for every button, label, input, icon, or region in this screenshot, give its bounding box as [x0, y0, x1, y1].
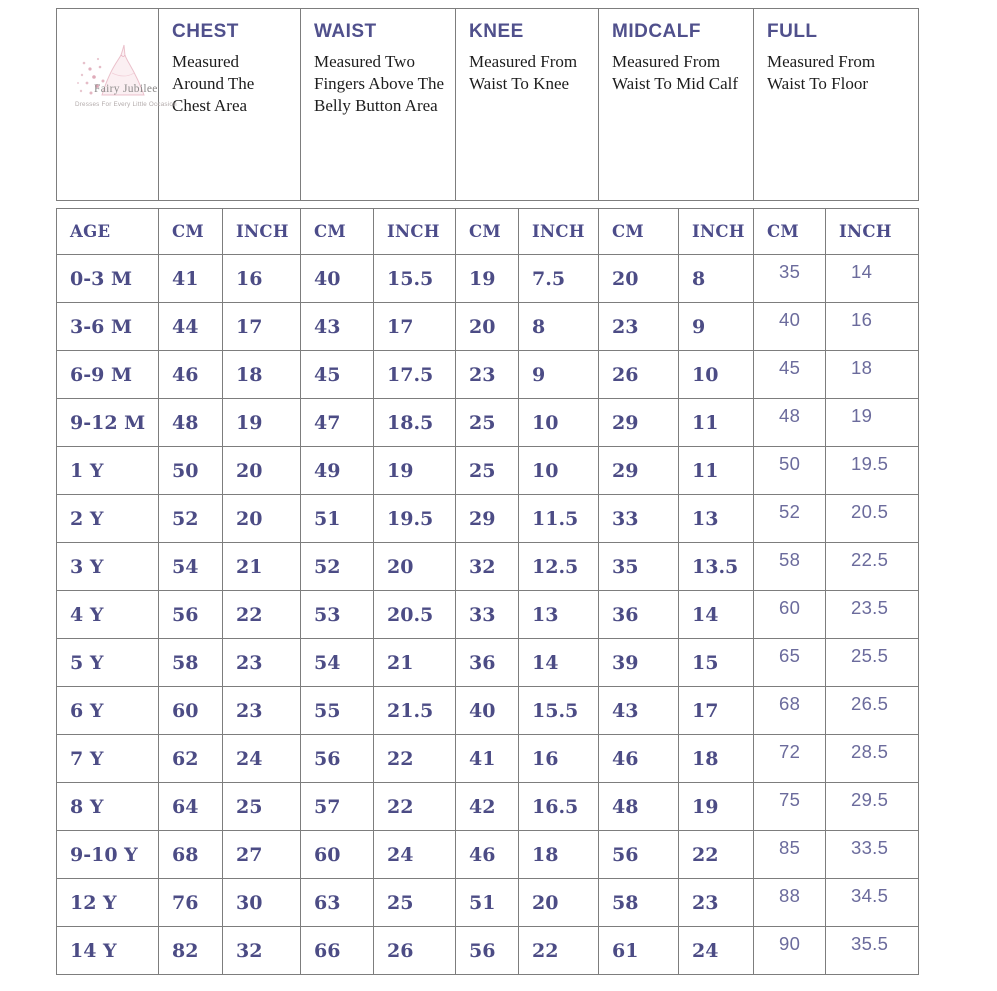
value-cell: 40	[456, 687, 519, 735]
value-cell: 90	[754, 927, 826, 975]
table-row	[57, 927, 919, 975]
value-cell: 64	[159, 783, 223, 831]
value-cell: 43	[301, 303, 374, 351]
value-cell: 20	[599, 255, 679, 303]
value-cell: 19	[223, 399, 301, 447]
table-row	[57, 351, 919, 399]
value-cell: 17.5	[374, 351, 456, 399]
measurement-description: Measured Around The Chest Area	[172, 52, 255, 115]
value-cell: 60	[301, 831, 374, 879]
value-cell: 23	[679, 879, 754, 927]
value-cell: 45	[301, 351, 374, 399]
value-cell: 8	[679, 255, 754, 303]
value-cell: 44	[159, 303, 223, 351]
value-cell: 32	[456, 543, 519, 591]
age-cell: 1 Y	[57, 447, 159, 495]
value-cell: 48	[159, 399, 223, 447]
value-cell: 24	[374, 831, 456, 879]
table-row	[57, 399, 919, 447]
age-cell: 2 Y	[57, 495, 159, 543]
value-cell: 56	[456, 927, 519, 975]
value-cell: 22	[519, 927, 599, 975]
value-cell: 24	[223, 735, 301, 783]
value-cell: 23	[456, 351, 519, 399]
header-midcalf-cm: CM	[599, 209, 679, 255]
value-cell: 19	[826, 399, 919, 447]
value-cell: 35.5	[826, 927, 919, 975]
value-cell: 41	[456, 735, 519, 783]
value-cell: 63	[301, 879, 374, 927]
value-cell: 66	[301, 927, 374, 975]
value-cell: 21	[374, 639, 456, 687]
value-cell: 25	[374, 879, 456, 927]
value-cell: 54	[301, 639, 374, 687]
value-cell: 18	[223, 351, 301, 399]
value-cell: 10	[519, 399, 599, 447]
value-cell: 50	[754, 447, 826, 495]
description-row	[57, 9, 919, 201]
value-cell: 57	[301, 783, 374, 831]
value-cell: 13	[679, 495, 754, 543]
value-cell: 34.5	[826, 879, 919, 927]
column-header-row	[57, 209, 919, 255]
value-cell: 19	[679, 783, 754, 831]
value-cell: 17	[223, 303, 301, 351]
value-cell: 35	[754, 255, 826, 303]
value-cell: 13	[519, 591, 599, 639]
measurement-title: MIDCALF	[612, 21, 701, 42]
value-cell: 58	[159, 639, 223, 687]
value-cell: 18	[519, 831, 599, 879]
measurement-description-table	[56, 8, 919, 201]
table-row	[57, 831, 919, 879]
value-cell: 42	[456, 783, 519, 831]
value-cell: 19	[456, 255, 519, 303]
table-row	[57, 303, 919, 351]
value-cell: 22	[374, 783, 456, 831]
table-row	[57, 879, 919, 927]
value-cell: 16	[223, 255, 301, 303]
value-cell: 56	[599, 831, 679, 879]
value-cell: 36	[456, 639, 519, 687]
table-row	[57, 687, 919, 735]
value-cell: 20.5	[826, 495, 919, 543]
value-cell: 16	[826, 303, 919, 351]
age-cell: 3 Y	[57, 543, 159, 591]
header-waist-inch: INCH	[374, 209, 456, 255]
value-cell: 21	[223, 543, 301, 591]
age-cell: 0-3 M	[57, 255, 159, 303]
value-cell: 14	[519, 639, 599, 687]
value-cell: 47	[301, 399, 374, 447]
age-cell: 9-10 Y	[57, 831, 159, 879]
age-cell: 5 Y	[57, 639, 159, 687]
value-cell: 65	[754, 639, 826, 687]
value-cell: 52	[159, 495, 223, 543]
value-cell: 40	[754, 303, 826, 351]
value-cell: 22	[679, 831, 754, 879]
value-cell: 24	[679, 927, 754, 975]
value-cell: 15.5	[519, 687, 599, 735]
measurement-title: KNEE	[469, 21, 524, 42]
age-cell: 7 Y	[57, 735, 159, 783]
value-cell: 15	[679, 639, 754, 687]
value-cell: 15.5	[374, 255, 456, 303]
value-cell: 25	[456, 399, 519, 447]
measurement-cell-waist	[301, 9, 456, 201]
measurement-cell-chest	[159, 9, 301, 201]
value-cell: 35	[599, 543, 679, 591]
value-cell: 29	[456, 495, 519, 543]
value-cell: 18	[679, 735, 754, 783]
header-chest-cm: CM	[159, 209, 223, 255]
value-cell: 20	[519, 879, 599, 927]
brand-logo-cell	[57, 9, 177, 201]
value-cell: 51	[456, 879, 519, 927]
measurement-description: Measured From Waist To Knee	[469, 52, 578, 93]
value-cell: 25	[223, 783, 301, 831]
value-cell: 53	[301, 591, 374, 639]
header-midcalf-inch: INCH	[679, 209, 754, 255]
value-cell: 10	[519, 447, 599, 495]
value-cell: 23	[599, 303, 679, 351]
measurement-cell-knee	[456, 9, 599, 201]
value-cell: 58	[599, 879, 679, 927]
value-cell: 11	[679, 447, 754, 495]
measurement-title: FULL	[767, 21, 818, 42]
value-cell: 49	[301, 447, 374, 495]
value-cell: 23	[223, 639, 301, 687]
value-cell: 29.5	[826, 783, 919, 831]
header-full-inch: INCH	[826, 209, 919, 255]
measurement-description: Measured From Waist To Floor	[767, 52, 876, 93]
value-cell: 23.5	[826, 591, 919, 639]
age-cell: 12 Y	[57, 879, 159, 927]
value-cell: 26	[374, 927, 456, 975]
value-cell: 58	[754, 543, 826, 591]
value-cell: 21.5	[374, 687, 456, 735]
value-cell: 52	[754, 495, 826, 543]
table-row	[57, 495, 919, 543]
value-cell: 45	[754, 351, 826, 399]
value-cell: 16.5	[519, 783, 599, 831]
header-age: AGE	[57, 209, 159, 255]
value-cell: 48	[599, 783, 679, 831]
value-cell: 7.5	[519, 255, 599, 303]
table-row	[57, 591, 919, 639]
value-cell: 61	[599, 927, 679, 975]
size-data-table	[56, 208, 919, 975]
value-cell: 33	[456, 591, 519, 639]
value-cell: 51	[301, 495, 374, 543]
age-cell: 9-12 M	[57, 399, 159, 447]
age-cell: 14 Y	[57, 927, 159, 975]
header-full-cm: CM	[754, 209, 826, 255]
value-cell: 54	[159, 543, 223, 591]
header-knee-cm: CM	[456, 209, 519, 255]
value-cell: 10	[679, 351, 754, 399]
header-waist-cm: CM	[301, 209, 374, 255]
header-chest-inch: INCH	[223, 209, 301, 255]
value-cell: 16	[519, 735, 599, 783]
value-cell: 20	[456, 303, 519, 351]
value-cell: 27	[223, 831, 301, 879]
value-cell: 22	[223, 591, 301, 639]
value-cell: 52	[301, 543, 374, 591]
value-cell: 20	[374, 543, 456, 591]
measurement-description: Measured From Waist To Mid Calf	[612, 52, 739, 93]
value-cell: 50	[159, 447, 223, 495]
value-cell: 9	[519, 351, 599, 399]
value-cell: 85	[754, 831, 826, 879]
value-cell: 46	[159, 351, 223, 399]
value-cell: 33	[599, 495, 679, 543]
value-cell: 29	[599, 447, 679, 495]
table-row	[57, 447, 919, 495]
value-cell: 23	[223, 687, 301, 735]
value-cell: 75	[754, 783, 826, 831]
value-cell: 26	[599, 351, 679, 399]
table-row	[57, 255, 919, 303]
value-cell: 18	[826, 351, 919, 399]
age-cell: 4 Y	[57, 591, 159, 639]
measurement-title: WAIST	[314, 21, 377, 42]
table-row	[57, 639, 919, 687]
value-cell: 68	[754, 687, 826, 735]
value-cell: 29	[599, 399, 679, 447]
value-cell: 26.5	[826, 687, 919, 735]
value-cell: 32	[223, 927, 301, 975]
value-cell: 56	[301, 735, 374, 783]
value-cell: 46	[456, 831, 519, 879]
size-rows	[57, 255, 919, 975]
value-cell: 68	[159, 831, 223, 879]
value-cell: 12.5	[519, 543, 599, 591]
brand-name: Fairy Jubilee	[94, 83, 158, 95]
table-row	[57, 783, 919, 831]
brand-tagline: Dresses For Every Little Occasion	[75, 101, 177, 108]
value-cell: 11	[679, 399, 754, 447]
value-cell: 60	[754, 591, 826, 639]
measurement-title: CHEST	[172, 21, 239, 42]
value-cell: 25.5	[826, 639, 919, 687]
header-knee-inch: INCH	[519, 209, 599, 255]
value-cell: 39	[599, 639, 679, 687]
value-cell: 17	[374, 303, 456, 351]
age-cell: 6-9 M	[57, 351, 159, 399]
value-cell: 41	[159, 255, 223, 303]
value-cell: 9	[679, 303, 754, 351]
value-cell: 22.5	[826, 543, 919, 591]
value-cell: 20	[223, 495, 301, 543]
value-cell: 30	[223, 879, 301, 927]
value-cell: 43	[599, 687, 679, 735]
measurement-cell-midcalf	[599, 9, 754, 201]
value-cell: 8	[519, 303, 599, 351]
value-cell: 82	[159, 927, 223, 975]
value-cell: 20.5	[374, 591, 456, 639]
value-cell: 18.5	[374, 399, 456, 447]
value-cell: 56	[159, 591, 223, 639]
value-cell: 28.5	[826, 735, 919, 783]
value-cell: 19.5	[826, 447, 919, 495]
value-cell: 22	[374, 735, 456, 783]
value-cell: 40	[301, 255, 374, 303]
value-cell: 25	[456, 447, 519, 495]
value-cell: 48	[754, 399, 826, 447]
value-cell: 60	[159, 687, 223, 735]
value-cell: 20	[223, 447, 301, 495]
value-cell: 88	[754, 879, 826, 927]
value-cell: 17	[679, 687, 754, 735]
value-cell: 62	[159, 735, 223, 783]
value-cell: 14	[826, 255, 919, 303]
age-cell: 6 Y	[57, 687, 159, 735]
measurement-description: Measured Two Fingers Above The Belly Button Area	[314, 52, 445, 115]
value-cell: 76	[159, 879, 223, 927]
table-row	[57, 543, 919, 591]
value-cell: 33.5	[826, 831, 919, 879]
value-cell: 55	[301, 687, 374, 735]
measurement-cell-full	[754, 9, 919, 201]
value-cell: 14	[679, 591, 754, 639]
value-cell: 72	[754, 735, 826, 783]
value-cell: 19.5	[374, 495, 456, 543]
value-cell: 36	[599, 591, 679, 639]
table-row	[57, 735, 919, 783]
value-cell: 19	[374, 447, 456, 495]
value-cell: 46	[599, 735, 679, 783]
value-cell: 13.5	[679, 543, 754, 591]
value-cell: 11.5	[519, 495, 599, 543]
age-cell: 8 Y	[57, 783, 159, 831]
age-cell: 3-6 M	[57, 303, 159, 351]
